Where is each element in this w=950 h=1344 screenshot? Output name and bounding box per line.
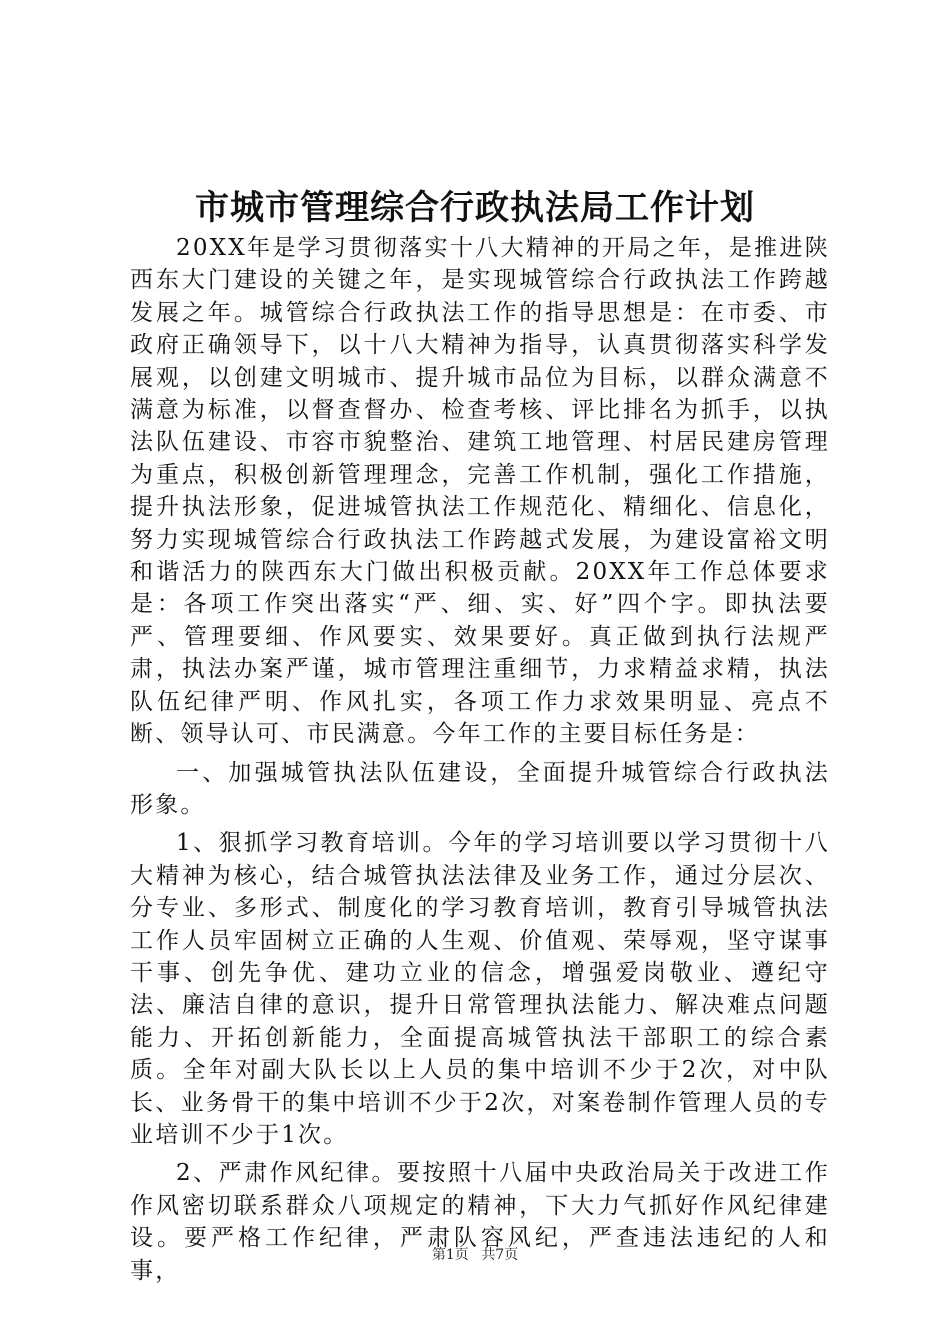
document-body <box>130 232 830 1293</box>
paragraph-item-1: 1、狠抓学习教育培训。今年的学习培训要以学习贯彻十八大精神为核心，结合城管执法法律及业务工作，通过分层次、分专业、多形式、制度化的学习教育培训，教育引导城管执法工作人员牢固树立正确的人生观、价值观、荣辱观，坚守谋事干事、创先争优、建功立业的信念，增强爱岗敬业、遵纪守法、廉洁自律的意识，提升日常管理执法能力、解决难点问题能力、开拓创新能力，全面提高城管执法干部职工的综合素质。全年对副大队长以上人员的集中培训不少于2次，对中队长、业务骨干的集中培训不少于2次，对案卷制作管理人员的专业培训不少于1次。 <box>130 830 830 1148</box>
page-number: 第1页 <box>431 1247 469 1263</box>
paragraph-item-2: 2、严肃作风纪律。要按照十八届中央政治局关于改进工作作风密切联系群众八项规定的精神，下大力气抓好作风纪律建设。要严格工作纪律，严肃队容风纪，严查违法违纪的人和事， <box>130 1160 830 1284</box>
paragraph-intro: 20XX年是学习贯彻落实十八大精神的开局之年，是推进陕西东大门建设的关键之年，是实现城管综合行政执法工作跨越发展之年。城管综合行政执法工作的指导思想是：在市委、市政府正确领导下，以十八大精神为指导，认真贯彻落实科学发展观，以创建文明城市、提升城市品位为目标，以群众满意不满意为标准，以督查督办、检查考核、评比排名为抓手，以执法队伍建设、市容市貌整治、建筑工地管理、村居民建房管理为重点，积极创新管理理念，完善工作机制，强化工作措施，提升执法形象，促进城管执法工作规范化、精细化、信息化，努力实现城管综合行政执法工作跨越式发展，为建设富裕文明和谐活力的陕西东大门做出积极贡献。20XX年工作总体要求是：各项工作突出落实“严、细、实、好”四个字。即执法要严、管理要细、作风要实、效果要好。真正做到执行法规严肃，执法办案严谨，城市管理注重细节，力求精益求精，执法队伍纪律严明、作风扎实，各项工作力求效果明显、亮点不断、领导认可、市民满意。今年工作的主要目标任务是： <box>130 235 830 748</box>
page-footer <box>0 1245 950 1265</box>
document-title: 市城市管理综合行政执法局工作计划 <box>195 188 755 228</box>
page-total: 共7页 <box>481 1247 519 1263</box>
paragraph-section-one: 一、加强城管执法队伍建设，全面提升城管综合行政执法形象。 <box>130 759 830 818</box>
